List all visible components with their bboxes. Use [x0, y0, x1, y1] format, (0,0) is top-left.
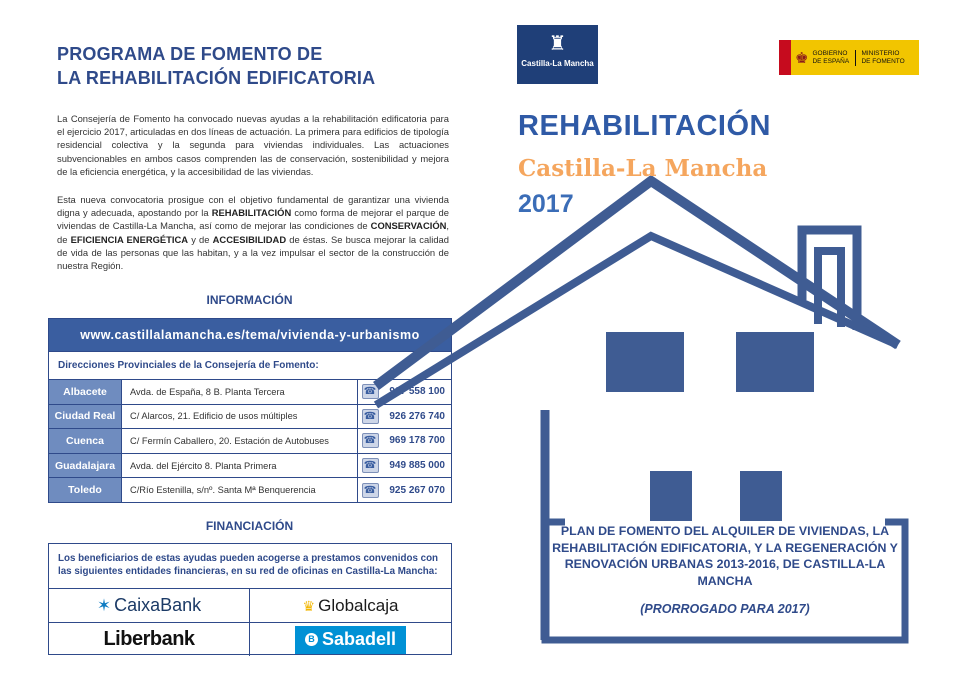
- globalcaja-crest-icon: ♛: [302, 597, 316, 614]
- office-phone: 967 558 100: [389, 386, 445, 398]
- office-phone: 949 885 000: [389, 460, 445, 472]
- spain-arms-icon: ♚: [795, 49, 809, 67]
- bank-liberbank: Liberbank: [49, 622, 250, 656]
- office-city: Toledo: [49, 478, 122, 502]
- region-title: Castilla-La Mancha: [518, 155, 768, 182]
- telephone-icon: ☎: [362, 409, 379, 424]
- extension-note: (PRORROGADO PARA 2017): [640, 602, 810, 616]
- office-address: Avda. del Ejército 8. Planta Primera: [122, 454, 358, 478]
- year-title: 2017: [518, 190, 574, 218]
- door-right: [740, 471, 782, 521]
- financing-heading: FINANCIACIÓN: [205, 519, 294, 533]
- office-city: Cuenca: [49, 429, 122, 453]
- bank-globalcaja: ♛ Globalcaja: [250, 588, 451, 622]
- objective-paragraph: Esta nueva convocatoria prosigue con el objetivo fundamental de garantizar una vivienda digna y adecuada, apostando por la REHABILITACIÓN como forma de mejorar el parque de viviendas de Castilla-La Mancha, así como de mejorar las condiciones de CONSERVACIÓN, de EFICIENCIA ENERGÉTICA y de ACCESIBILIDAD de éstas. Se busca mejorar la calidad de vida de las personas que las habitan, y a la vez impulsar el sector de la construcción de nuestra Región.: [57, 194, 449, 272]
- sabadell-b-icon: B: [305, 633, 318, 646]
- bank-sabadell: B Sabadell: [250, 622, 451, 656]
- telephone-icon: ☎: [362, 384, 379, 399]
- office-phone: 925 267 070: [389, 484, 445, 496]
- offices-heading: Direcciones Provinciales de la Consejería de Fomento:: [58, 360, 319, 371]
- spain-flag-icon: [779, 40, 791, 75]
- office-address: C/Río Estenilla, s/nº. Santa Mª Benquerencia: [122, 478, 358, 502]
- telephone-icon: ☎: [362, 458, 379, 473]
- window-right: [736, 332, 814, 392]
- telephone-icon: ☎: [362, 483, 379, 498]
- office-address: C/ Fermín Caballero, 20. Estación de Autobuses: [122, 429, 358, 453]
- website-link[interactable]: www.castillalamancha.es/tema/vivienda-y-urbanismo: [49, 319, 451, 352]
- office-address: Avda. de España, 8 B. Planta Tercera: [122, 380, 358, 404]
- caixabank-star-icon: ✶: [96, 596, 112, 615]
- window-left: [606, 332, 684, 392]
- office-phone: 969 178 700: [389, 435, 445, 447]
- ministry-logo: ♚ GOBIERNO DE ESPAÑA MINISTERIO DE FOMENTO: [779, 40, 919, 75]
- plan-description: PLAN DE FOMENTO DEL ALQUILER DE VIVIENDAS, LA REHABILITACIÓN EDIFICATORIA, Y LA REGENERACIÓN Y RENOVACIÓN URBANAS 2013-2016, DE CASTILLA-LA MANCHA: [552, 524, 898, 588]
- bank-caixabank: ✶ CaixaBank: [49, 588, 250, 622]
- intro-paragraph: La Consejería de Fomento ha convocado nuevas ayudas a la rehabilitación edificatoria para el ejercicio 2017, articuladas en dos líneas de actuación. La primera para edificios de tipología residencial colectiva y la segunda para viviendas individuales. Las actuaciones subvencionables en ambos casos comprenden las de conservación, sostenibilidad y mejora de la eficiencia energética, y la accesibilidad de las viviendas.: [57, 113, 449, 177]
- office-city: Ciudad Real: [49, 405, 122, 429]
- main-title: REHABILITACIÓN: [518, 110, 771, 142]
- office-phone: 926 276 740: [389, 410, 445, 422]
- door-left: [650, 471, 692, 521]
- office-city: Guadalajara: [49, 454, 122, 478]
- telephone-icon: ☎: [362, 433, 379, 448]
- castle-crest-icon: ♜: [548, 33, 567, 55]
- jccm-logo: ♜ Castilla-La Mancha: [517, 25, 598, 84]
- page-title: PROGRAMA DE FOMENTO DE LA REHABILITACIÓN EDIFICATORIA: [57, 44, 376, 88]
- office-address: C/ Alarcos, 21. Edificio de usos múltiples: [122, 405, 358, 429]
- office-city: Albacete: [49, 380, 122, 404]
- info-heading: INFORMACIÓN: [206, 293, 293, 307]
- financing-text: Los beneficiarios de estas ayudas pueden acogerse a prestamos convenidos con las siguientes entidades financieras, en su red de oficinas en Castilla-La Mancha:: [58, 553, 439, 577]
